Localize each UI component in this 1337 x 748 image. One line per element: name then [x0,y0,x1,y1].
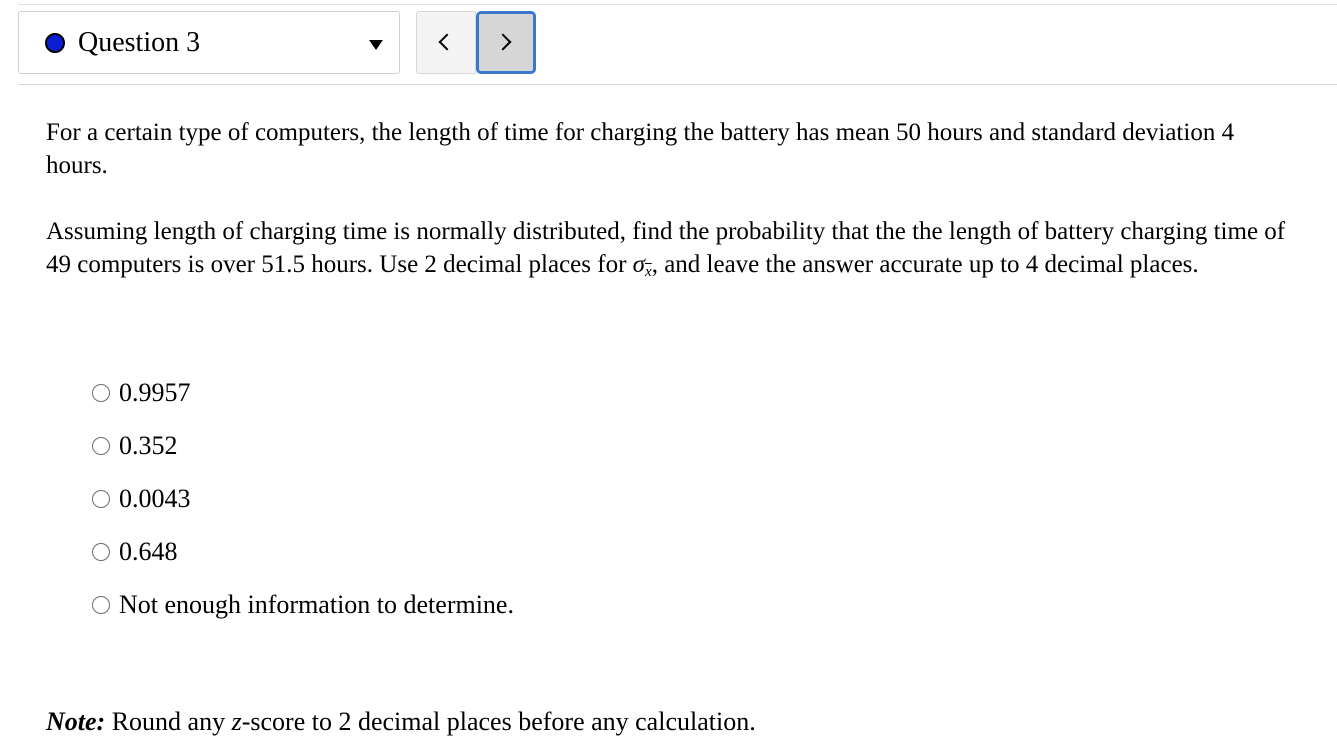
sigma-symbol: σ [632,251,646,278]
radio-button[interactable] [92,543,110,561]
radio-button[interactable] [92,437,110,455]
note-text-end: -score to 2 decimal places before any calculation. [241,707,756,736]
status-dot-icon [45,33,65,53]
answer-choice[interactable] [92,578,514,631]
sigma-subscript: $\overline{x}$ [645,264,652,280]
caret-down-icon [369,40,383,50]
answer-choice[interactable] [92,366,514,419]
choice-label: Not enough information to determine. [119,589,514,619]
header-divider [18,84,1337,85]
next-question-button[interactable] [476,11,536,74]
question-dropdown[interactable] [18,11,400,74]
chevron-left-icon [439,34,456,51]
question-paragraph-1: For a certain type of computers, the length of time for charging the battery has mean 50 hours and standard deviation 4 hours. [46,119,1235,179]
chevron-right-icon [495,34,512,51]
choice-label: 0.0043 [119,483,191,513]
radio-button[interactable] [92,384,110,402]
note-heading: Note: [46,707,106,736]
answer-choice[interactable] [92,472,514,525]
answer-choices [92,366,514,631]
choice-label: 0.9957 [119,377,191,407]
radio-button[interactable] [92,490,110,508]
radio-button[interactable] [92,596,110,614]
question-paragraph-2-end: , and leave the answer accurate up to 4 decimal places. [651,251,1199,278]
note-variable: z [231,707,242,736]
question-stem [46,116,1296,285]
question-label: Question 3 [78,27,201,58]
top-divider [18,4,1337,5]
previous-question-button[interactable] [416,11,476,74]
note [46,706,756,738]
note-text-start: Round any [105,707,232,736]
choice-label: 0.352 [119,430,178,460]
choice-label: 0.648 [119,536,178,566]
question-paragraph-2-start: Assuming length of charging time is normally distributed, find the probability that the the length of battery charging time of 49 computers is over 51.5 hours. Use 2 decimal places for [46,218,1286,278]
question-paragraph-2 [46,215,1296,285]
answer-choice[interactable] [92,525,514,578]
answer-choice[interactable] [92,419,514,472]
